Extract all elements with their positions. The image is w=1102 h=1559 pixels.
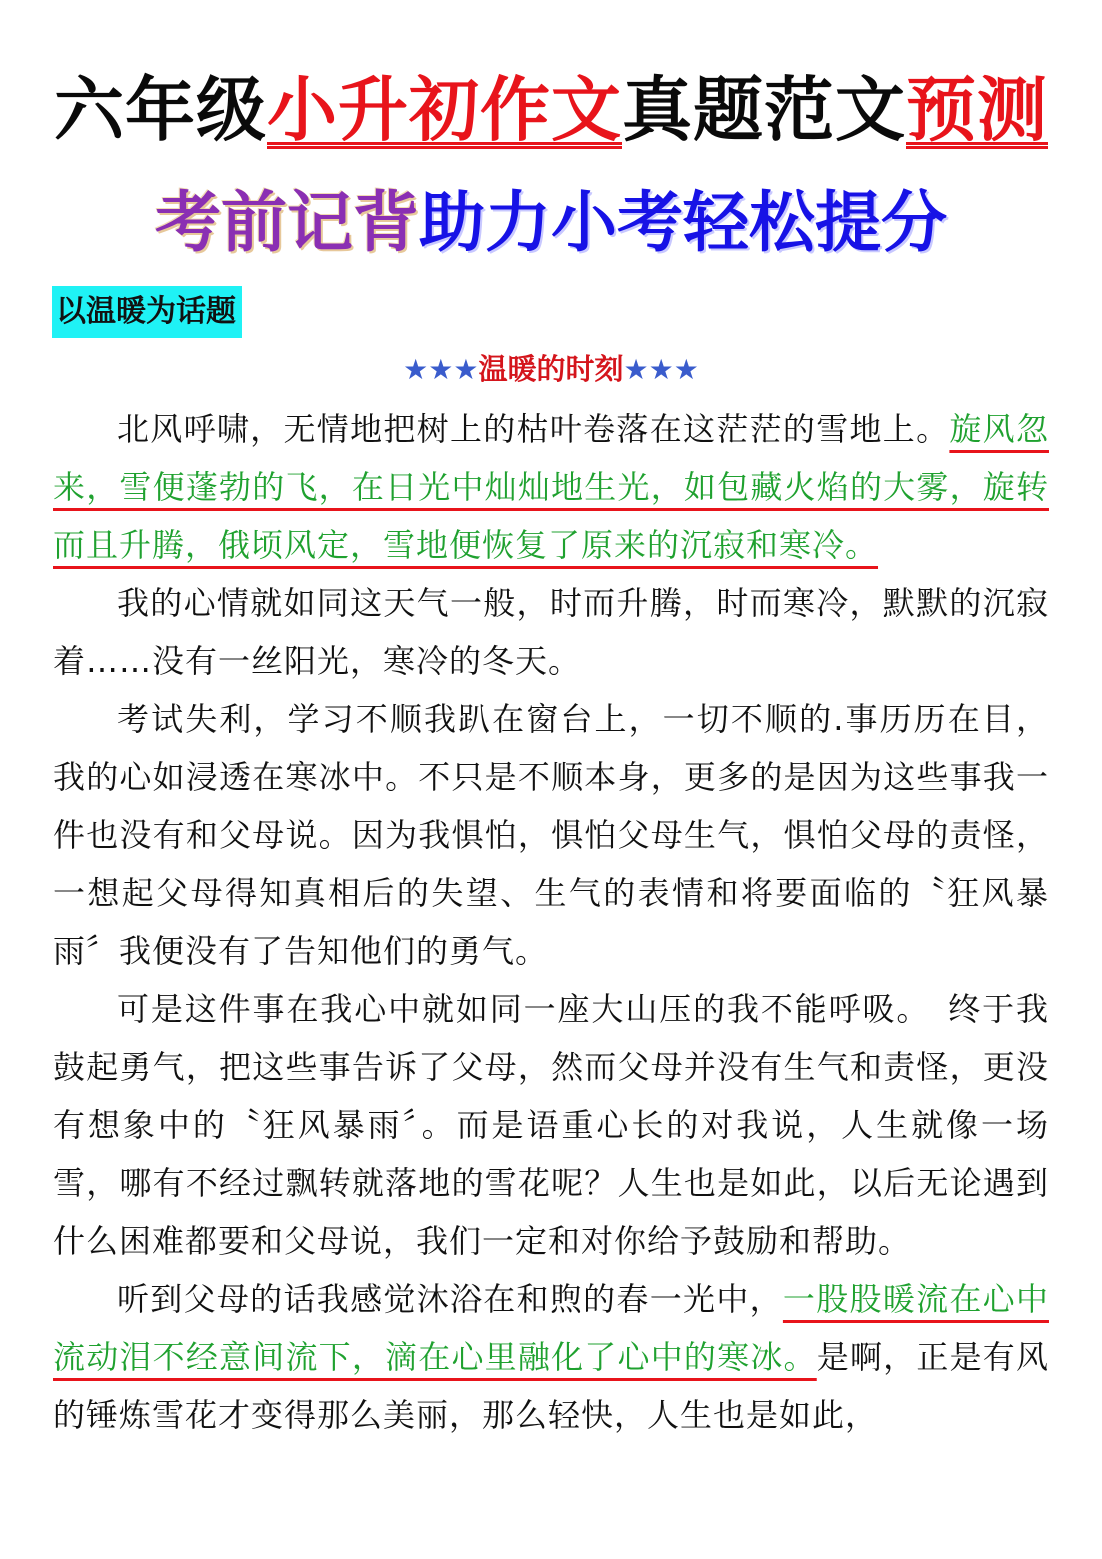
essay-paragraph (53, 1270, 1049, 1444)
paragraph-text: 我的心情就如同这天气一般，时而升腾，时而寒冷，默默的沉寂着……没有一丝阳光，寒冷的冬天。 (53, 584, 1049, 680)
essay-title: 温暖的时刻 (478, 352, 624, 386)
star-icon-right: ★★★ (623, 353, 699, 386)
essay-paragraph (53, 690, 1049, 980)
main-title (0, 62, 1102, 158)
title-part-grade: 六年级 (54, 69, 267, 151)
topic-label: 以温暖为话题 (52, 286, 242, 338)
paragraph-text: 考试失利，学习不顺我趴在窗台上，一切不顺的.事历历在目，我的心如浸透在寒冰中。不只是不顺本身，更多的是因为这些事我一件也没有和父母说。因为我惧怕，惧怕父母生气，惧怕父母的责怪，一想起父母得知真相后的失望、生气的表情和将要面临的〝狂风暴雨〞我便没有了告知他们的勇气。 (53, 700, 1049, 970)
paragraph-text: 听到父母的话我感觉沐浴在和煦的春一光中， (117, 1280, 783, 1318)
essay-paragraph (53, 980, 1049, 1270)
essay-heading (0, 346, 1102, 393)
paragraph-text: 可是这件事在我心中就如同一座大山压的我不能呼吸。 终于我鼓起勇气，把这些事告诉了父母，然而父母并没有生气和责怪，更没有想象中的〝狂风暴雨〞。而是语重心长的对我说，人生就像一场雪，哪有不经过飘转就落地的雪花呢？人生也是如此，以后无论遇到什么困难都要和父母说，我们一定和对你给予鼓励和帮助。 (53, 990, 1049, 1260)
subtitle (0, 178, 1102, 268)
title-part-exam: 小升初作文 (267, 69, 622, 151)
essay-body (53, 400, 1049, 1444)
highlighted-sentence: 一股股暖流在心中流动泪不经意间流下，滴在心里融化了心中的寒冰。 (53, 1280, 1049, 1376)
paragraph-text: 是啊，正是有风的锤炼雪花才变得那么美丽，那么轻快，人生也是如此， (53, 1338, 1049, 1434)
title-part-sample: 真题范文 (622, 69, 906, 151)
subtitle-part-memorize: 考前记背 (155, 184, 419, 261)
star-icon-left: ★★★ (403, 353, 479, 386)
paragraph-text: 北风呼啸，无情地把树上的枯叶卷落在这茫茫的雪地上。 (117, 410, 950, 448)
essay-paragraph (53, 574, 1049, 690)
title-part-predict: 预测 (906, 69, 1048, 151)
essay-paragraph (53, 400, 1049, 574)
highlighted-sentence: 旋风忽来，雪便蓬勃的飞，在日光中灿灿地生光，如包藏火焰的大雾，旋转而且升腾，俄顷风定，雪地便恢复了原来的沉寂和寒冷。 (53, 410, 1049, 564)
subtitle-part-boost: 助力小考轻松提分 (419, 184, 947, 261)
